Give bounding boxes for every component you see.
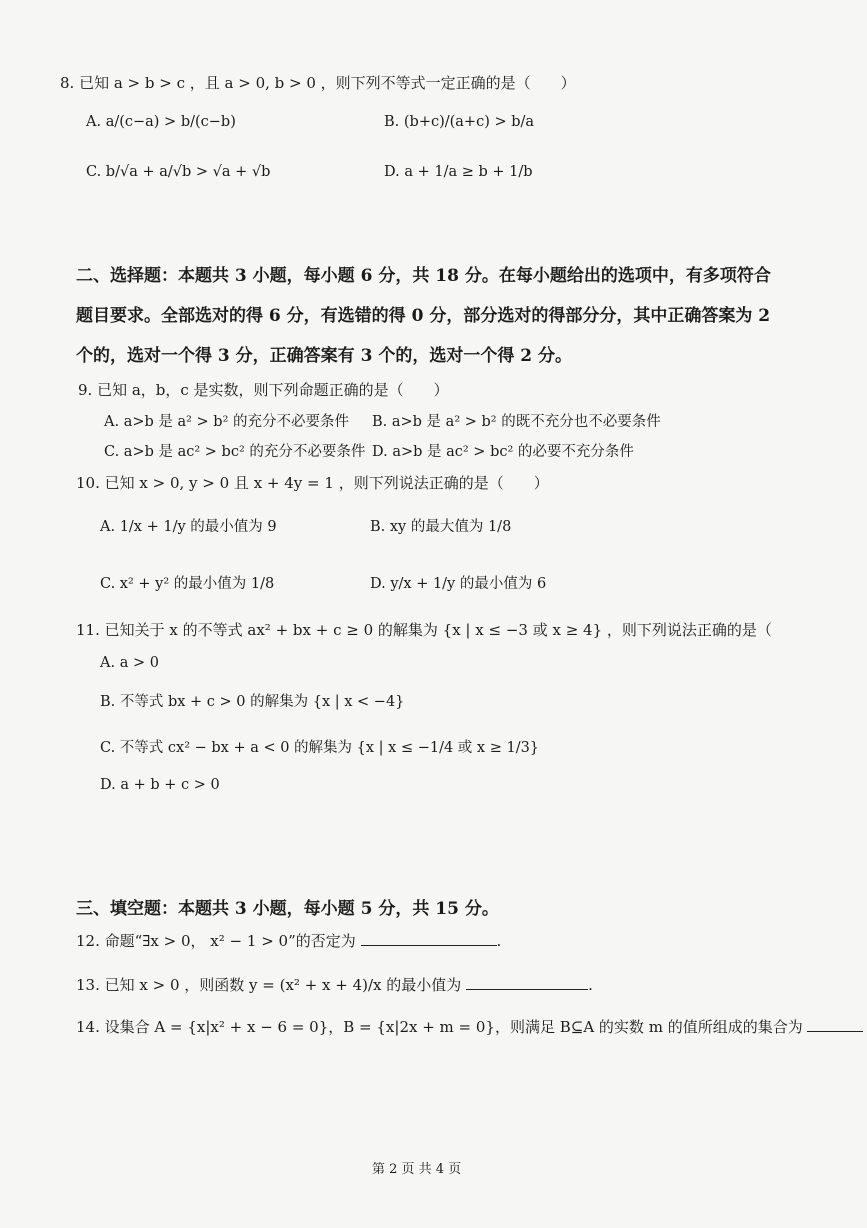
q11-stem: 11. 已知关于 x 的不等式 ax² + bx + c ≥ 0 的解集为 {x | x ≤ −3 或 x ≥ 4} ，则下列说法正确的是（ [76, 621, 772, 639]
q13-line [76, 974, 593, 995]
q10-option-a: A. 1/x + 1/y 的最小值为 9 [100, 519, 277, 535]
q11-option-b: B. 不等式 bx + c > 0 的解集为 {x | x < −4} [100, 694, 405, 710]
q13-answer-blank[interactable] [466, 975, 588, 990]
q8-option-a: A. a/(c−a) > b/(c−b) [86, 114, 236, 130]
page-number: 第 2 页 共 4 页 [372, 1162, 462, 1177]
q9-option-c: C. a>b 是 ac² > bc² 的充分不必要条件 [104, 444, 366, 460]
q14-answer-blank[interactable] [807, 1017, 863, 1032]
q8-option-c: C. b/√a + a/√b > √a + √b [86, 164, 271, 180]
q12-stem: 12. 命题“∃x > 0， x² − 1 > 0”的否定为 [76, 932, 356, 950]
section3-title: 三、填空题：本题共 3 小题，每小题 5 分，共 15 分。 [76, 899, 499, 919]
q14-line [76, 1016, 863, 1037]
q12-end: . [496, 932, 502, 950]
q13-end: . [588, 976, 593, 994]
q13-stem: 13. 已知 x > 0 ，则函数 y = (x² + x + 4)/x 的最小值为 [76, 976, 462, 994]
q14-stem: 14. 设集合 A = {x|x² + x − 6 = 0}，B = {x|2x + m = 0}，则满足 B⊆A 的实数 m 的值所组成的集合为 [76, 1018, 803, 1036]
q11-option-a: A. a > 0 [100, 655, 159, 671]
q12-answer-blank[interactable] [361, 931, 497, 946]
q8-option-b: B. (b+c)/(a+c) > b/a [384, 114, 535, 130]
q11-option-d: D. a + b + c > 0 [100, 777, 220, 793]
section2-line2: 题目要求。全部选对的得 6 分，有选错的得 0 分，部分选对的得部分分，其中正确答案为 2 [76, 306, 771, 326]
q10-option-d: D. y/x + 1/y 的最小值为 6 [370, 576, 547, 592]
q10-option-b: B. xy 的最大值为 1/8 [370, 519, 512, 535]
q9-option-b: B. a>b 是 a² > b² 的既不充分也不必要条件 [372, 414, 661, 430]
q10-option-c: C. x² + y² 的最小值为 1/8 [100, 576, 275, 592]
q8-stem: 8. 已知 a > b > c ，且 a > 0, b > 0 ，则下列不等式一定正确的是（ ） [60, 74, 576, 92]
q9-option-d: D. a>b 是 ac² > bc² 的必要不充分条件 [372, 444, 634, 460]
q9-option-a: A. a>b 是 a² > b² 的充分不必要条件 [104, 414, 350, 430]
q12-line [76, 930, 501, 951]
q9-stem: 9. 已知 a，b，c 是实数，则下列命题正确的是（ ） [78, 381, 449, 399]
q11-option-c: C. 不等式 cx² − bx + a < 0 的解集为 {x | x ≤ −1/4 或 x ≥ 1/3} [100, 740, 540, 756]
section2-line1: 二、选择题：本题共 3 小题，每小题 6 分，共 18 分。在每小题给出的选项中，有多项符合 [76, 266, 771, 286]
section2-line3: 个的，选对一个得 3 分，正确答案有 3 个的，选对一个得 2 分。 [76, 346, 572, 366]
q8-option-d: D. a + 1/a ≥ b + 1/b [384, 164, 533, 180]
q10-stem: 10. 已知 x > 0, y > 0 且 x + 4y = 1 ，则下列说法正确的是（ ） [76, 474, 549, 492]
